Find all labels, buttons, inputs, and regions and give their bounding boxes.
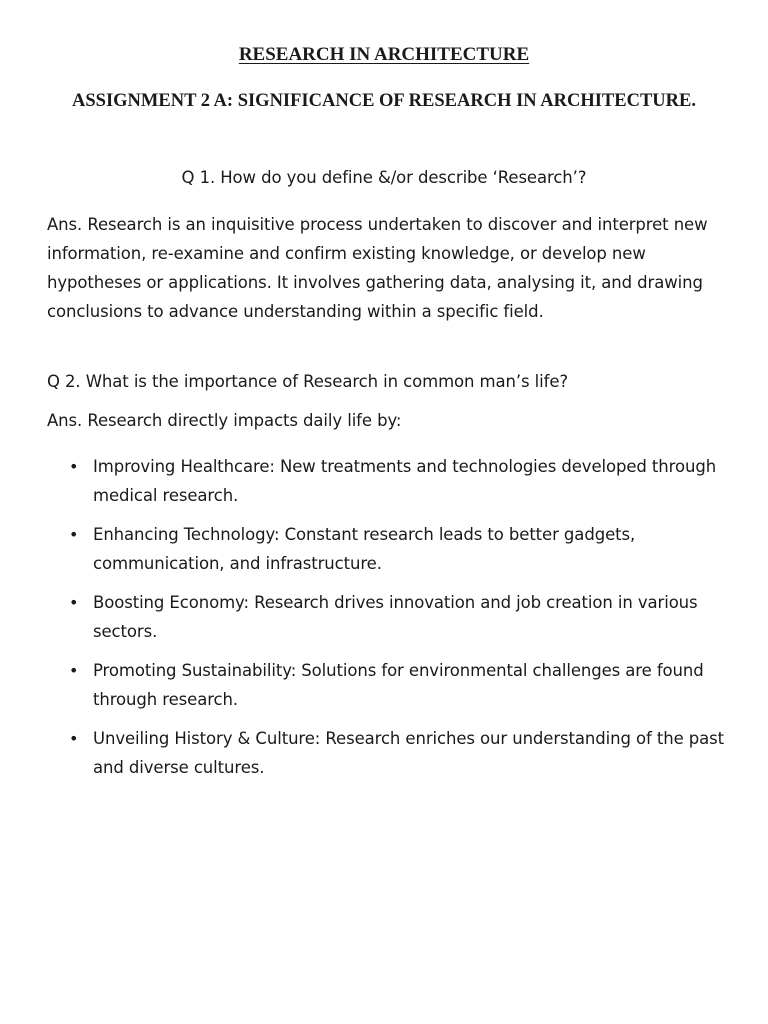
list-item	[47, 724, 727, 782]
bullet-icon: •	[69, 593, 79, 612]
list-item	[47, 588, 727, 646]
list-item-text: Boosting Economy: Research drives innovation and job creation in various sectors.	[93, 593, 698, 641]
bullet-icon: •	[69, 525, 79, 544]
question-1: Q 1. How do you define &/or describe ‘Research’?	[181, 168, 587, 187]
question-2: Q 2. What is the importance of Research in common man’s life?	[47, 372, 569, 391]
document-title: RESEARCH IN ARCHITECTURE	[238, 44, 530, 65]
assignment-subtitle: ASSIGNMENT 2 A: SIGNIFICANCE OF RESEARCH IN ARCHITECTURE.	[72, 91, 696, 111]
bullet-icon: •	[69, 661, 79, 680]
bullet-icon: •	[69, 457, 79, 476]
importance-list	[47, 452, 727, 792]
list-item	[47, 452, 727, 510]
answer-2-intro: Ans. Research directly impacts daily life by:	[47, 411, 402, 430]
list-item-text: Improving Healthcare: New treatments and technologies developed through medical research.	[93, 457, 717, 505]
bullet-icon: •	[69, 729, 79, 748]
list-item	[47, 656, 727, 714]
list-item-text: Promoting Sustainability: Solutions for environmental challenges are found through research.	[93, 661, 704, 709]
list-item	[47, 520, 727, 578]
list-item-text: Enhancing Technology: Constant research leads to better gadgets, communication, and infrastructure.	[93, 525, 636, 573]
list-item-text: Unveiling History & Culture: Research enriches our understanding of the past and diverse cultures.	[93, 729, 725, 777]
answer-1: Ans. Research is an inquisitive process undertaken to discover and interpret new information, re-examine and confirm existing knowledge, or develop new hypotheses or applications. It involves gathering data, analysing it, and drawing conclusions to advance understanding within a specific field.	[47, 215, 708, 321]
